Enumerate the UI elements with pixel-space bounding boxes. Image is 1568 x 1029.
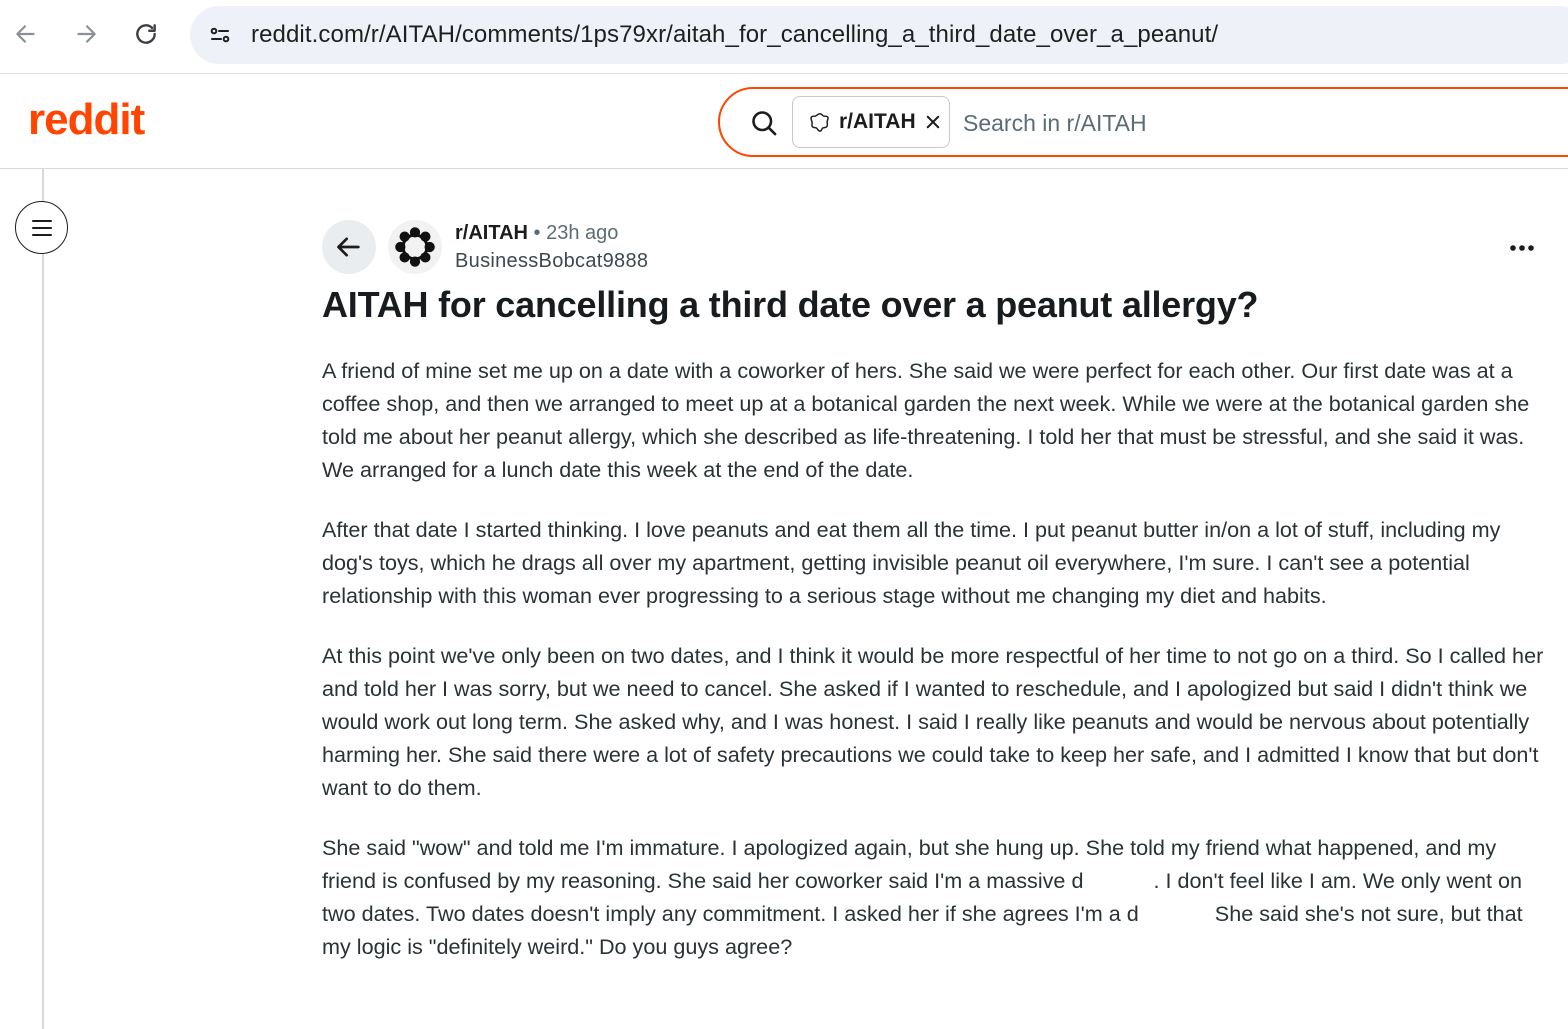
post-meta (455, 222, 618, 245)
paragraph-text: She said she's not sure, but that my logic is "definitely weird." Do you guys agree? (322, 901, 1523, 959)
site-settings-icon[interactable] (200, 15, 240, 55)
hamburger-menu-icon (30, 216, 54, 240)
post-body (322, 354, 1544, 963)
browser-toolbar (0, 0, 1568, 74)
redaction-mark (1083, 870, 1153, 894)
url-text: reddit.com/r/AITAH/comments/1ps79xr/aitah_for_cancelling_a_third_date_over_a_peanut/ (251, 21, 1219, 48)
search-input[interactable] (963, 105, 1563, 141)
site-header (0, 75, 1568, 169)
search-bar[interactable] (718, 87, 1568, 157)
subreddit-icon (809, 111, 831, 133)
subreddit-avatar[interactable] (388, 220, 442, 274)
back-arrow-icon (335, 233, 363, 261)
forward-arrow-icon[interactable] (66, 14, 106, 54)
subreddit-search-chip[interactable] (792, 96, 950, 148)
sidebar-menu-button[interactable] (15, 201, 68, 254)
author-link[interactable]: BusinessBobcat9888 (455, 250, 649, 272)
search-icon (750, 109, 778, 137)
paragraph-text: . I don't feel like I am. We only went on two dates. Two dates doesn't imply any commitment. I asked her if she agrees I'm a d (322, 868, 1523, 926)
post-time: 23h ago (546, 222, 619, 244)
chip-label: r/AITAH (839, 110, 916, 133)
back-button[interactable] (322, 220, 376, 274)
reddit-logo[interactable]: reddit (28, 95, 145, 144)
paragraph-text: She said "wow" and told me I'm immature. I apologized again, but she hung up. She told my friend what happened, and my friend is confused by my reasoning. She said her coworker said I'm a massive d (322, 835, 1497, 893)
more-horizontal-icon (1509, 244, 1535, 252)
address-bar[interactable] (190, 6, 1568, 64)
post-paragraph: After that date I started thinking. I love peanuts and eat them all the time. I put peanut butter in/on a lot of stuff, including my dog's toys, which he drags all over my apartment, getting invisible peanut oil everywhere, I'm sure. I can't see a potential relationship with this woman ever progressing to a serious stage without me changing my diet and habits. (322, 517, 1501, 608)
reload-icon[interactable] (126, 14, 166, 54)
redaction-mark (1139, 903, 1209, 927)
meta-separator: • (533, 222, 541, 244)
post-title: AITAH for cancelling a third date over a peanut allergy? (322, 284, 1259, 325)
left-sidebar-divider (42, 169, 44, 1029)
post-paragraph: At this point we've only been on two dates, and I think it would be more respectful of her time to not go on a third. So I called her and told her I was sorry, but we need to cancel. She asked if I wanted to reschedule, and I apologized but said I didn't think we would work out long term. She asked why, and I was honest. I said I really like peanuts and would be nervous about potentially harming her. She said there were a lot of safety precautions we could take to keep her safe, and I admitted I know that but don't want to do them. (322, 643, 1544, 800)
post-paragraph (322, 831, 1544, 963)
subreddit-link[interactable]: r/AITAH (455, 222, 528, 244)
more-options-button[interactable] (1500, 228, 1544, 268)
close-icon[interactable] (924, 113, 942, 131)
post-paragraph: A friend of mine set me up on a date with a coworker of hers. She said we were perfect for each other. Our first date was at a coffee shop, and then we arranged to meet up at a botanical garden the next week. While we were at the botanical garden she told me about her peanut allergy, which she described as life-threatening. I told her that must be stressful, and she said it was. We arranged for a lunch date this week at the end of the date. (322, 358, 1530, 482)
back-arrow-icon[interactable] (6, 14, 46, 54)
subreddit-icon (393, 225, 437, 269)
